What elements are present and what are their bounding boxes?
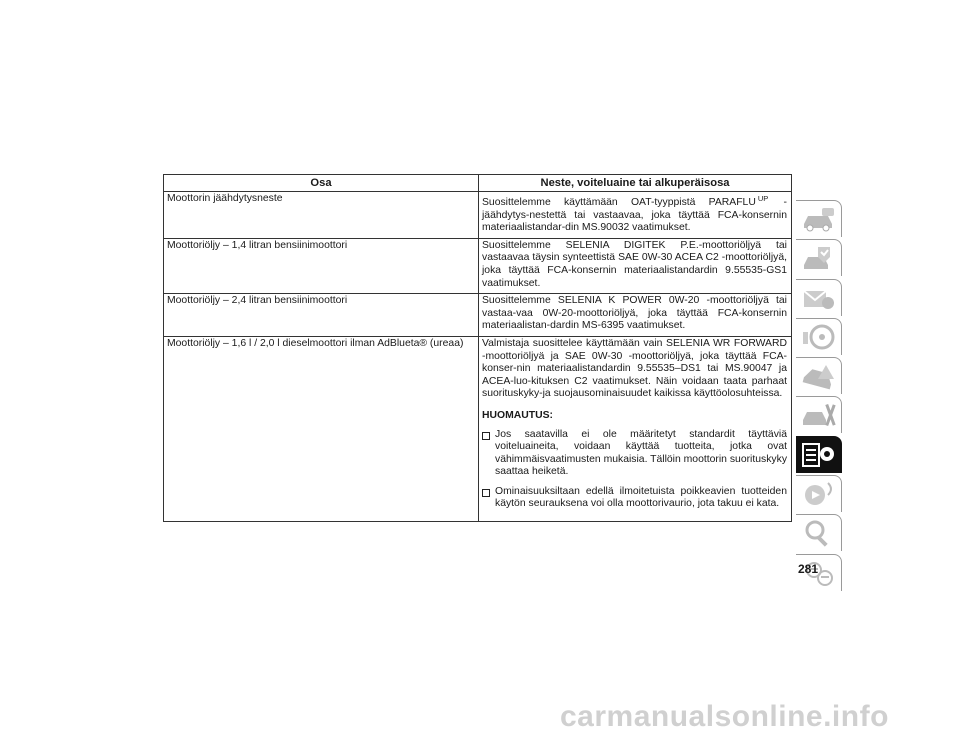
tab-index[interactable] bbox=[796, 514, 842, 551]
table-header-row bbox=[164, 175, 792, 192]
tab-technical-specs[interactable] bbox=[796, 436, 842, 473]
table-row bbox=[164, 238, 792, 293]
technical-specs-icon bbox=[800, 440, 838, 470]
note-bullet-text: Ominaisuuksiltaan edellä ilmoitetuista poikkeavien tuotteiden käytön seurauksena voi olla moottorivaurio, jota takuu ei kata. bbox=[495, 485, 787, 510]
chapter-tabs bbox=[796, 200, 842, 593]
column-header-fluid: Neste, voiteluaine tai alkuperäisosa bbox=[479, 175, 792, 192]
fluid-cell bbox=[479, 336, 792, 521]
table-row bbox=[164, 336, 792, 521]
part-cell: Moottorin jäähdytysneste bbox=[164, 192, 479, 239]
note-bullet bbox=[482, 429, 787, 479]
safety-airbag-icon bbox=[800, 243, 838, 273]
tab-steering[interactable] bbox=[796, 318, 842, 355]
table-row bbox=[164, 294, 792, 337]
superscript-up: UP bbox=[757, 194, 769, 203]
checkbox-bullet-icon bbox=[482, 432, 490, 440]
car-dashboard-icon bbox=[800, 204, 838, 234]
fluid-text: Suosittelemme käyttämään OAT-tyyppistä PARAFLU bbox=[482, 197, 756, 208]
tab-service[interactable] bbox=[796, 396, 842, 433]
fluid-text-cont: -jäähdytys-nestettä tai vastaavaa, joka täyttää FCA-konsernin materiaalistandar-din MS.90032 vaatimukset. bbox=[482, 197, 787, 234]
index-search-icon bbox=[800, 518, 838, 548]
fluid-cell: Suosittelemme SELENIA DIGITEK P.E.-moottoriöljyä tai vastaavaa täysin synteettistä SAE 0W-30 ACEA C2 -moottoriöljyä, joka täyttää FCA-konsernin materiaalistandardin 9.55535-GS1 vaatimukset. bbox=[479, 238, 792, 293]
part-cell: Moottoriöljy – 1,6 l / 2,0 l dieselmoottori ilman AdBlueta® (ureaa) bbox=[164, 336, 479, 521]
tab-starting-driving[interactable] bbox=[796, 279, 842, 316]
note-heading: HUOMAUTUS: bbox=[482, 409, 553, 421]
part-cell: Moottoriöljy – 1,4 litran bensiinimoottori bbox=[164, 238, 479, 293]
tab-car-dashboard[interactable] bbox=[796, 200, 842, 237]
page-number: 281 bbox=[798, 562, 819, 576]
service-maintenance-icon bbox=[800, 400, 838, 430]
tab-safety[interactable] bbox=[796, 239, 842, 276]
tab-emergency[interactable] bbox=[796, 357, 842, 394]
table-row bbox=[164, 192, 792, 239]
watermark: carmanualsonline.info bbox=[560, 700, 889, 733]
emergency-car-icon bbox=[800, 361, 838, 391]
fluid-text: Valmistaja suosittelee käyttämään vain SELENIA WR FORWARD -moottoriöljyä ja SAE 0W-30 -moottoriöljyä, joka täyttää FCA-konser-nin materiaalistandardin 9.55535–DS1 tai MS.90047 ja ACEA-luo-kituksen C2 vaatimukset. Näin voidaan taata parhaat suorituskyky-ja suojausominaisuudet kaikissa käyttöolosuhteissa. bbox=[482, 337, 787, 400]
fluids-spec-table bbox=[163, 174, 792, 522]
multimedia-icon bbox=[800, 479, 838, 509]
column-header-part: Osa bbox=[164, 175, 479, 192]
note-bullet-text: Jos saatavilla ei ole määritetyt standardit täyttäviä voiteluaineita, voidaan käyttää tuotteita, jotka ovat vähimmäisvaatimusten mukaisia. Tällöin moottorin suorituskyky saattaa heiketä. bbox=[495, 428, 788, 478]
fluid-cell bbox=[479, 192, 792, 239]
checkbox-bullet-icon bbox=[482, 489, 490, 497]
fluid-cell: Suosittelemme SELENIA K POWER 0W-20 -moottoriöljyä tai vastaa-vaa 0W-20-moottoriöljyä, joka täyttää FCA-konsernin materiaalistan-dardin MS-6395 vaatimukset. bbox=[479, 294, 792, 337]
starting-driving-icon bbox=[800, 283, 838, 313]
tab-multimedia[interactable] bbox=[796, 475, 842, 512]
note-bullet bbox=[482, 486, 787, 511]
part-cell: Moottoriöljy – 2,4 litran bensiinimoottori bbox=[164, 294, 479, 337]
steering-wheel-icon bbox=[800, 322, 838, 352]
